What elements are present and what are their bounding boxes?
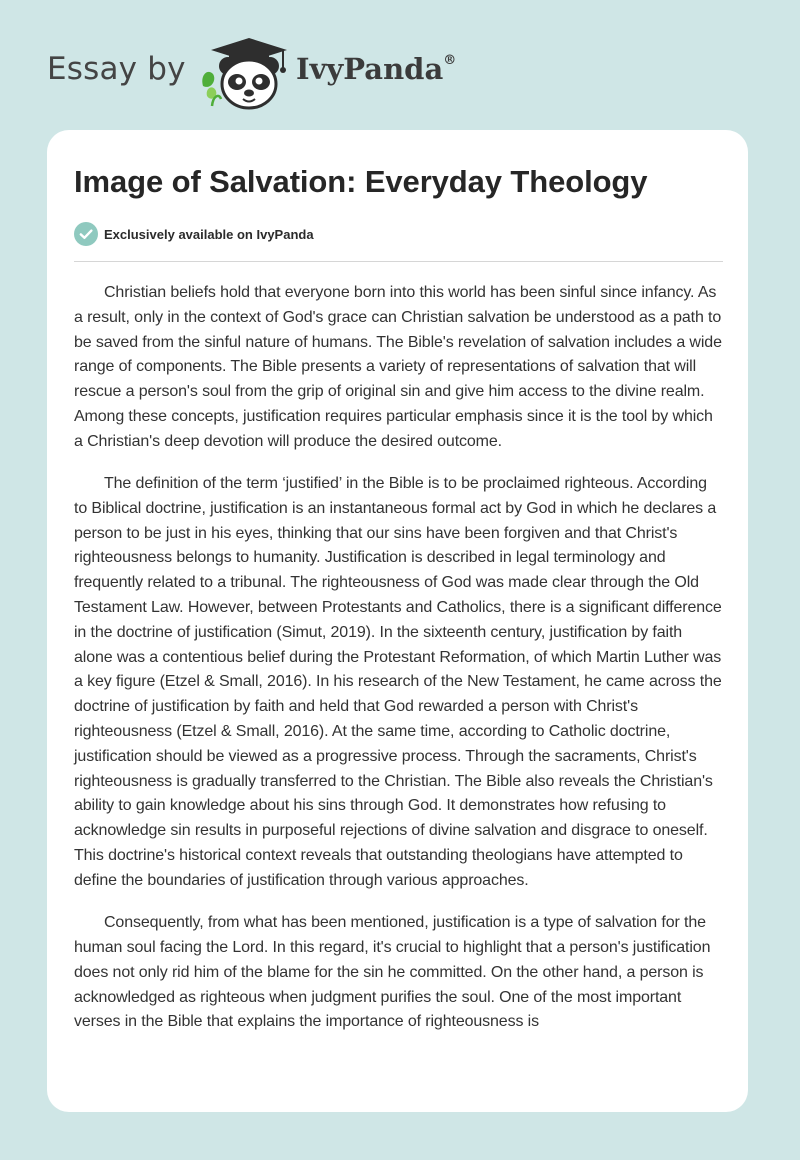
site-header (0, 0, 800, 130)
exclusive-badge (74, 222, 314, 246)
paragraph: The definition of the term ‘justified’ in the Bible is to be proclaimed righteous. According to Biblical doctrine, justification is an instantaneous formal act by God in which he declares a person to be just in his eyes, thinking that our sins have been forgiven and that Christ's righteousness belongs to humanity. Justification is described in legal terminology and frequently related to a tribunal. The righteousness of God was made clear through the Old Testament Law. However, between Protestants and Catholics, there is a significant difference in the doctrine of justification (Simut, 2019). In the sixteenth century, justification by faith alone was a contentious belief during the Protestant Reformation, of which Martin Luther was a key figure (Etzel & Small, 2016). In his research of the New Testament, he came across the doctrine of justification by faith and held that God rewarded a person with Christ's righteousness (Etzel & Small, 2016). At the same time, according to Catholic doctrine, justification should be viewed as a progressive process. Through the sacraments, Christ's righteousness is gradually transferred to the Christian. The Bible also reveals the Christian's ability to gain knowledge about his sins through God. It demonstrates how refusing to acknowledge sin results in purposeful rejections of divine salvation and disgrace to oneself. This doctrine's historical context reveals that outstanding theologians have attempted to define the boundaries of justification through various approaches. (74, 475, 722, 889)
essay-body (74, 281, 724, 1053)
check-circle-icon (74, 222, 98, 246)
brand-name[interactable] (296, 52, 456, 86)
essay-title: Image of Salvation: Everyday Theology (74, 164, 648, 199)
divider (74, 261, 723, 262)
brand-prefix: Essay by (47, 51, 186, 87)
brand-name-text: IvyPanda (296, 52, 444, 86)
panda-graduation-cap-logo-icon[interactable] (199, 36, 291, 110)
paragraph: Consequently, from what has been mentioned, justification is a type of salvation for the human soul facing the Lord. In this regard, it's crucial to highlight that a person's justification does not only rid him of the blame for the sin he committed. On the other hand, a person is acknowledged as righteous when judgment purifies the soul. One of the most important verses in the Bible that explains the importance of righteousness is (74, 914, 711, 1031)
badge-text: Exclusively available on IvyPanda (104, 226, 314, 242)
registered-mark: ® (443, 53, 457, 69)
essay-card (47, 130, 748, 1112)
paragraph: Christian beliefs hold that everyone born into this world has been sinful since infancy. As a result, only in the context of God's grace can Christian salvation be understood as a path to be saved from the sinful nature of humans. The Bible's revelation of salvation includes a wide range of components. The Bible presents a variety of representations of salvation that will rescue a person's soul from the grip of original sin and give him access to the divine realm. Among these concepts, justification requires particular emphasis since it is the tool by which a Christian's deep devotion will produce the desired outcome. (74, 284, 722, 450)
